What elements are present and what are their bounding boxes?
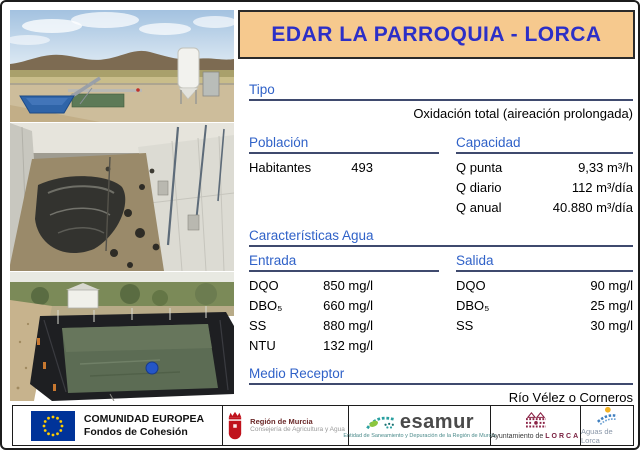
murcia-label-line2: Consejería de Agricultura y Agua [250, 426, 345, 433]
aguas-label: Aguas de Lorca [581, 427, 613, 445]
table-row [249, 336, 373, 356]
eu-flag-icon [31, 411, 75, 441]
row-label: Q anual [456, 200, 502, 215]
poblacion-column [249, 135, 439, 218]
lorca-castle-icon [521, 411, 551, 431]
photo-column [10, 10, 234, 402]
table-row [456, 296, 633, 316]
region-murcia-logo [223, 406, 349, 445]
lorca-label: Ayuntamiento de [490, 433, 544, 440]
row-value: 40.880 m³/día [552, 200, 633, 215]
row-value: 132 mg/l [323, 338, 373, 353]
esamur-wave-icon [365, 412, 397, 432]
row-label: Habitantes [249, 160, 312, 175]
row-value: 850 mg/l [323, 278, 373, 293]
entrada-salida-section [249, 253, 633, 356]
page-title: EDAR LA PARROQUIA - LORCA [271, 22, 602, 46]
row-label: NTU [249, 338, 276, 353]
table-row [456, 276, 633, 296]
datasheet [249, 82, 633, 405]
row-label: DBO₅ [249, 298, 283, 313]
photo-lagoon-image [10, 272, 234, 401]
table-row [456, 178, 633, 198]
section-heading-capacidad: Capacidad [456, 135, 633, 154]
table-row [249, 296, 373, 316]
row-value: 112 m³/día [571, 180, 633, 195]
section-heading-caracteristicas: Características Agua [249, 228, 633, 247]
eu-cohesion-logo [13, 406, 223, 445]
row-label: SS [249, 318, 267, 333]
aguas-de-lorca-logo [581, 406, 633, 445]
table-row [249, 158, 373, 178]
lorca-city: LORCA [545, 433, 581, 440]
row-value: 25 mg/l [590, 298, 633, 313]
table-row [249, 276, 373, 296]
entrada-column [249, 253, 439, 356]
esamur-logo [343, 406, 496, 445]
row-label: Q punta [456, 160, 503, 175]
poblacion-capacidad-section [249, 135, 633, 218]
capacidad-column [456, 135, 633, 218]
esamur-wordmark: esamur [399, 411, 475, 433]
section-heading-tipo: Tipo [249, 82, 633, 101]
photo-lagoon [10, 272, 234, 401]
footer-logo-band [12, 405, 634, 446]
row-value: 90 mg/l [590, 278, 633, 293]
photo-aerial-plant [10, 10, 234, 122]
ayuntamiento-lorca-logo [491, 406, 581, 445]
row-value: 880 mg/l [323, 318, 373, 333]
section-heading-medio-receptor: Medio Receptor [249, 366, 633, 385]
row-label: SS [456, 318, 474, 333]
row-value: 9,33 m³/h [578, 160, 633, 175]
title-banner [238, 10, 635, 59]
row-label: DQO [456, 278, 486, 293]
section-heading-salida: Salida [456, 253, 633, 272]
medio-receptor-value: Río Vélez o Corneros [508, 390, 633, 405]
row-label: DBO₅ [456, 298, 490, 313]
row-label: DQO [249, 278, 279, 293]
section-heading-entrada: Entrada [249, 253, 439, 272]
section-heading-poblacion: Población [249, 135, 439, 154]
tipo-value: Oxidación total (aireación prolongada) [413, 106, 633, 121]
murcia-crest-icon [226, 411, 244, 441]
photo-empty-tank-image [10, 123, 234, 271]
photo-aerial-plant-image [10, 10, 234, 122]
esamur-tagline: Entidad de Saneamiento y Depuración de la Región de Murcia [343, 433, 496, 439]
row-label: Q diario [456, 180, 502, 195]
table-row [456, 198, 633, 218]
eu-label-line1: COMUNIDAD EUROPEA [83, 412, 205, 425]
murcia-label-line1: Región de Murcia [250, 417, 313, 426]
photo-empty-tank [10, 123, 234, 271]
table-row [456, 158, 633, 178]
row-value: 30 mg/l [590, 318, 633, 333]
row-value: 660 mg/l [323, 298, 373, 313]
eu-label-line2: Fondos de Cohesión [83, 425, 188, 438]
aguas-sun-wave-icon [592, 406, 622, 426]
salida-column [456, 253, 633, 356]
table-row [249, 316, 373, 336]
row-value: 493 [351, 160, 373, 175]
table-row [456, 316, 633, 336]
